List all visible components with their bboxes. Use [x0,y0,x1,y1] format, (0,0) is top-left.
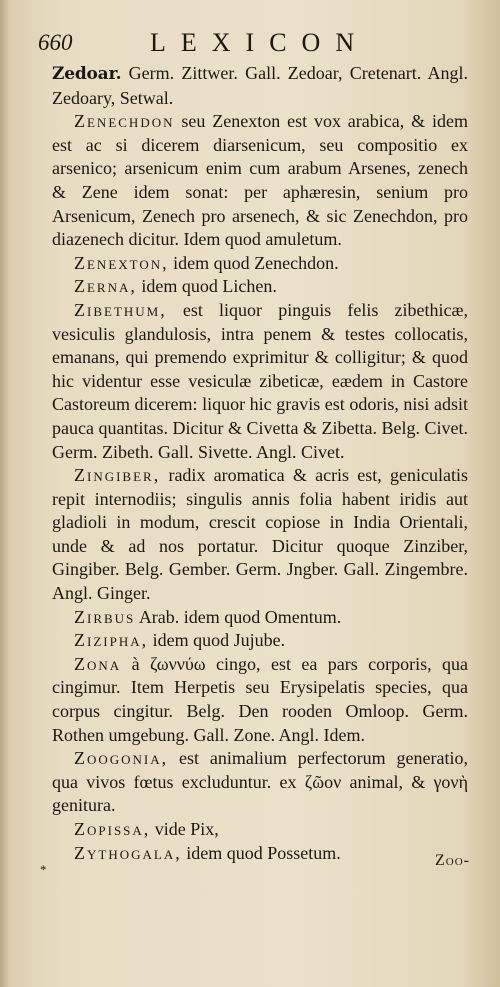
entry-zona [52,653,468,747]
catchword: Zoo- [435,852,470,869]
entry-body: Arab. idem quod Omentum. [138,606,342,627]
entry-body: radix aromatica & acris est, geniculatis repit internodiis; singulis annis folia habent iridis aut gladioli in modum, crescit copiose in India Orientali, unde & ad nos portatur. Dicitur quoque Zinziber, Gingiber. Belg. Gember. Germ. Jngber. Gall. Zingembre. Angl. Ginger. [52,465,469,604]
entry-head: Zirbus [74,606,136,627]
running-title: LEXICON [150,28,370,57]
entry-head: Zibethum, [74,299,167,320]
entry-body: Germ. Zittwer. Gall. Zedoar, Cretenart. Angl. Zedoary, Setwal. [52,63,469,108]
entry-body: est liquor pinguis felis zibethicæ, vesiculis glandulosis, intra penem & testes collocatis, emanans, qui premendo exprimitur & colligitur; & quod hic videntur esse vesiculæ zibeticæ, eædem in Castore Castoreum dicerem: liquor hic gravis est odoris, nisi adsit pauca quantitas. Dicitur & Civetta & Zibetta. Belg. Civet. Germ. Zibeth. Gall. Sivette. Angl. Civet. [52,299,469,462]
entry-body: à ζωννύω cingo, est ea pars corporis, qua cingimur. Item Herpetis seu Erysipelatis species, qua corpus cingitur. Belg. Den rooden Omloop. Germ. Rothen umgebung. Gall. Zone. Angl. Idem. [52,653,468,745]
entry-body: vide Pix, [154,819,219,839]
entry-body: idem quod Jujube. [152,630,286,651]
entry-zythogala [52,842,468,866]
entry-zenexton [52,252,468,276]
entry-head: Zedoar. [52,64,122,84]
entry-body: idem quod Possetum. [186,842,341,863]
lexicon-entries [52,62,468,865]
entry-zopissa [52,818,468,842]
entry-zerna [52,275,468,299]
entry-head: Zenexton, [74,252,169,273]
entry-head: Zythogala, [74,842,182,863]
entry-body: est animalium perfectorum generatio, qua vivos fœtus excluduntur. ex ζῶον animal, & γονὴ genitura. [52,748,468,816]
page-header [38,28,480,62]
entry-body: idem quod Lichen. [141,276,277,297]
page-number: 660 [38,30,73,55]
entry-body: idem quod Zenechdon. [173,252,339,273]
entry-head: Zerna, [74,276,137,297]
entry-head: Zopissa, [74,819,151,839]
entry-zirbus [52,606,468,630]
entry-head: Zoogonia, [74,748,169,769]
entry-zenechdon [52,110,468,252]
entry-head: Zona [74,653,122,674]
entry-zedoar [52,62,468,110]
entry-zoogonia [52,747,468,818]
entry-zizipha [52,629,468,653]
entry-head: Zenechdon [74,111,175,132]
entry-head: Zingiber, [74,465,161,486]
entry-zingiber [52,464,468,606]
signature-mark: * [40,862,47,877]
entry-head: Zizipha, [74,630,149,651]
entry-body: seu Zenexton est vox arabica, & idem est ac si dicerem diarsenicum, seu compositio ex arsenico; arsenicum enim cum arabum Arsenes, zenech & Zene idem sonat: per aphæresin, senium pro Arsenicum, Zenech pro arsenech, & sic Zenechdon, pro diazenech dicitur. Idem quod amuletum. [52,111,468,250]
entry-zibethum [52,299,468,464]
